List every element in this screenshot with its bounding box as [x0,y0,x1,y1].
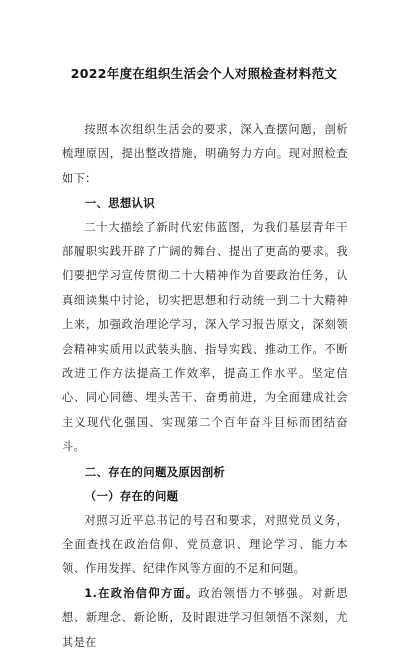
problems-paragraph: 对照习近平总书记的号召和要求，对照党员义务，全面查找在政治信仰、党员意识、理论学习、能力本领、作用发挥、纪律作风等方面的不足和问题。 [62,513,348,576]
political-belief-paragraph [62,582,348,655]
political-belief-lead: 1.在政治信仰方面。 [84,586,199,600]
thought-paragraph: 二十大描绘了新时代宏伟蓝图，为我们基层青年干部履职实践开辟了广阔的舞台、提出了更高的要求。我们要把学习宣传贯彻二十大精神作为首要政治任务，认真细读集中讨论，切实把思想和行动统一到二十大精神上来，加强政治理论学习，深入学习报告原文，深刻领会精神实质用以武装头脑、指导实践、推动工作。不断改进工作方法提高工作效率，提高工作水平。坚定信心、同心同德、埋头苦干、奋勇前进，为全面建成社会主义现代化强国、实现第二个百年奋斗目标而团结奋斗。 [62,220,348,454]
section-heading-problems: 二、存在的问题及原因剖析 [84,464,226,479]
section-heading-thought: 一、思想认识 [84,196,155,211]
document-body [62,118,348,655]
subsection-heading-existing-problems: （一）存在的问题 [84,489,179,504]
political-belief-text: 政治领悟力不够强。对新思想、新理念、新论断，及时跟进学习但领悟不深刻，尤其是在 [62,586,348,649]
document-title: 2022年度在组织生活会个人对照检查材料范文 [70,66,338,81]
intro-paragraph: 按照本次组织生活会的要求，深入查摆问题，剖析梳理原因，提出整改措施，明确努力方向。现对照检查如下： [62,123,348,185]
